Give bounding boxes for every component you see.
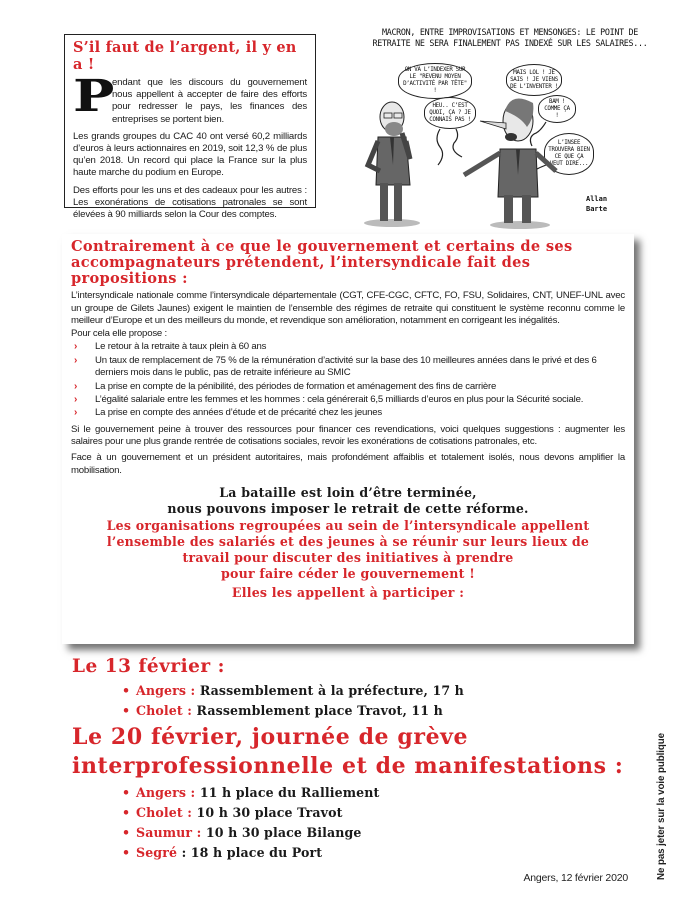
- event-city: Saumur :: [136, 825, 202, 840]
- proposal-item: [71, 407, 625, 419]
- event-city: Cholet :: [136, 703, 193, 718]
- callout-black-1: La bataille est loin d’être terminée,: [219, 485, 477, 501]
- money-paragraph-1-text: endant que les discours du gouvernement nous appellent à accepter de faire des efforts pour redresser le pays, les finances des entreprises se portent bien.: [112, 77, 307, 125]
- bullet-icon: •: [122, 785, 131, 800]
- signature-line2: Barte: [586, 205, 608, 213]
- callout-red-2: l’ensemble des salariés et des jeunes à se réunir sur leurs lieux de: [106, 533, 590, 549]
- speech-bubble: BAM ! COMME ÇA !: [538, 95, 576, 123]
- bullet-icon: •: [122, 805, 131, 820]
- proposal-text: La prise en compte des années d’étude et de précarité chez les jeunes: [95, 407, 382, 419]
- event-city: Cholet :: [136, 805, 193, 820]
- money-paragraph-1: [73, 71, 307, 126]
- events-section: [72, 655, 632, 865]
- signature-line1: Allan: [586, 195, 608, 203]
- callout-red-3: travail pour discuter des initiatives à prendre: [182, 550, 514, 565]
- footer-date: Angers, 12 février 2020: [523, 872, 628, 884]
- proposals-list: [71, 341, 625, 419]
- event-list-13-feb: [72, 681, 632, 721]
- event-item: [122, 783, 632, 803]
- event-item: [122, 803, 632, 823]
- callout-red-1: Les organisations regroupées au sein de l’intersyndicale appellent: [106, 517, 590, 533]
- intersyndicale-intro: L’intersyndicale nationale comme l’intersyndicale départementale (CGT, CFE-CGC, CFTC, FO, FSU, Solidaires, CNT, UNEF-UNL avec un groupe de Gilets Jaunes) exigent le maintien de l’ensemble des régimes de retraite qui constituent le système reconnu comme le meilleur d’Europe et un des meilleurs du monde, et revendique son amélioration, notamment en corrigeant les inégalités.: [71, 290, 625, 327]
- event-detail: 11 h place du Ralliement: [199, 785, 380, 800]
- money-paragraph-3: Des efforts pour les uns et des cadeaux pour les autres : Les exonérations de cotisations patronales se sont élevées à 90 milliards selon la Cour des comptes.: [73, 184, 307, 221]
- political-cartoon: [360, 25, 660, 230]
- callout-black-2: nous pouvons imposer le retrait de cette réforme.: [167, 501, 529, 517]
- event-title-20-feb-line1: Le 20 février, journée de grève: [72, 724, 469, 750]
- event-title-13-feb: Le 13 février :: [72, 656, 225, 677]
- chevron-icon: ›: [74, 341, 78, 353]
- event-title-20-feb-line2: interprofessionnelle et de manifestations :: [72, 753, 624, 779]
- shadow-right: [490, 221, 550, 229]
- money-paragraph-2: Les grands groupes du CAC 40 ont versé 60,2 milliards d’euros à leurs actionnaires en 2019, soit 12,3 % de plus qu’en 2018. Un record qui place la France sur la plus haute marche du podium en Europe.: [73, 130, 307, 179]
- cartoon-caption: MACRON, ENTRE IMPROVISATIONS ET MENSONGES: LE POINT DE RETRAITE NE SERA FINALEMENT PAS INDEXÉ SUR LES SALAIRES...: [372, 27, 648, 48]
- event-item: [122, 823, 632, 843]
- money-box-title: S’il faut de l’argent, il y en a !: [73, 39, 297, 73]
- event-item: [122, 681, 632, 701]
- chevron-icon: ›: [74, 394, 78, 405]
- speech-bubble: HEU.. C’EST QUOI, ÇA ? JE CONNAIS PAS !: [424, 97, 476, 129]
- bullet-icon: •: [122, 845, 131, 860]
- mobilisation-paragraph: Face à un gouvernement et un président autoritaires, mais profondément affaiblis et totalement isolés, nous devons amplifier la mobilisation.: [71, 452, 625, 476]
- bullet-icon: •: [122, 825, 131, 840]
- panel-heading: Contrairement à ce que le gouvernement et certains de ses accompagnateurs prétendent, l’intersyndicale fait des propositions :: [71, 238, 573, 287]
- suggestions-paragraph: Si le gouvernement peine à trouver des ressources pour financer ces revendications, voici quelques suggestions : augmenter les salaires pour une plus grande rentrée de cotisations sociales, revoir les exonérations de cotisations patronales, etc.: [71, 423, 625, 448]
- event-detail: 10 h 30 place Bilange: [205, 825, 362, 840]
- event-city: Segré: [136, 845, 178, 860]
- speech-bubble: MAIS LOL ! JE SAIS ! JE VIENS DE L’INVENTER !: [506, 64, 562, 96]
- proposal-text: Le retour à la retraite à taux plein à 60 ans: [95, 341, 267, 353]
- money-info-box: [64, 34, 316, 221]
- proposal-item: [71, 341, 625, 353]
- proposal-item: [71, 381, 625, 393]
- proposal-item: [71, 394, 625, 406]
- callout-red-4: pour faire céder le gouvernement !: [221, 566, 475, 582]
- event-city: Angers :: [136, 683, 196, 698]
- proposal-text: La prise en compte de la pénibilité, des périodes de formation et aménagement des fins de carrière: [95, 380, 497, 392]
- event-detail: Rassemblement place Travot, 11 h: [196, 703, 443, 718]
- event-detail: 10 h 30 place Travot: [196, 805, 343, 820]
- dropcap: P: [73, 71, 115, 122]
- chevron-icon: ›: [74, 354, 78, 366]
- event-detail: : 18 h place du Port: [181, 845, 323, 860]
- speech-bubble: ON VA L’INDEXER SUR LE "REVENU MOYEN D’ACTIVITÉ PAR TÊTE" !: [398, 63, 472, 99]
- shadow-left: [364, 219, 420, 227]
- proposal-item: [71, 355, 625, 380]
- proposal-text: Un taux de remplacement de 75 % de la rémunération d’activité sur la base des 10 meilleures années dans le privé et des 6 derniers mois dans le public, pas de retraite inférieure au SMIC: [95, 354, 597, 379]
- event-item: [122, 843, 632, 863]
- proposes-label: Pour cela elle propose :: [71, 327, 167, 339]
- event-item: [122, 701, 632, 721]
- speech-bubble: L’INSEE TROUVERA BIEN CE QUE ÇA VEUT DIRE...: [544, 133, 594, 175]
- event-list-20-feb: [72, 783, 632, 863]
- event-city: Angers :: [136, 785, 196, 800]
- event-detail: Rassemblement à la préfecture, 17 h: [199, 683, 464, 698]
- callout-red-5: Elles les appellent à participer :: [231, 585, 465, 601]
- chevron-icon: ›: [74, 407, 78, 419]
- proposals-panel: [62, 234, 634, 644]
- proposal-text: L’égalité salariale entre les femmes et les hommes : cela générerait 6,5 milliards d’euros en plus pour la Sécurité sociale.: [95, 394, 584, 405]
- bullet-icon: •: [122, 703, 131, 718]
- side-note-vertical: Ne pas jeter sur la voie publique: [656, 733, 667, 880]
- cartoon-illustration: [360, 25, 660, 230]
- chevron-icon: ›: [74, 380, 78, 392]
- bullet-icon: •: [122, 683, 131, 698]
